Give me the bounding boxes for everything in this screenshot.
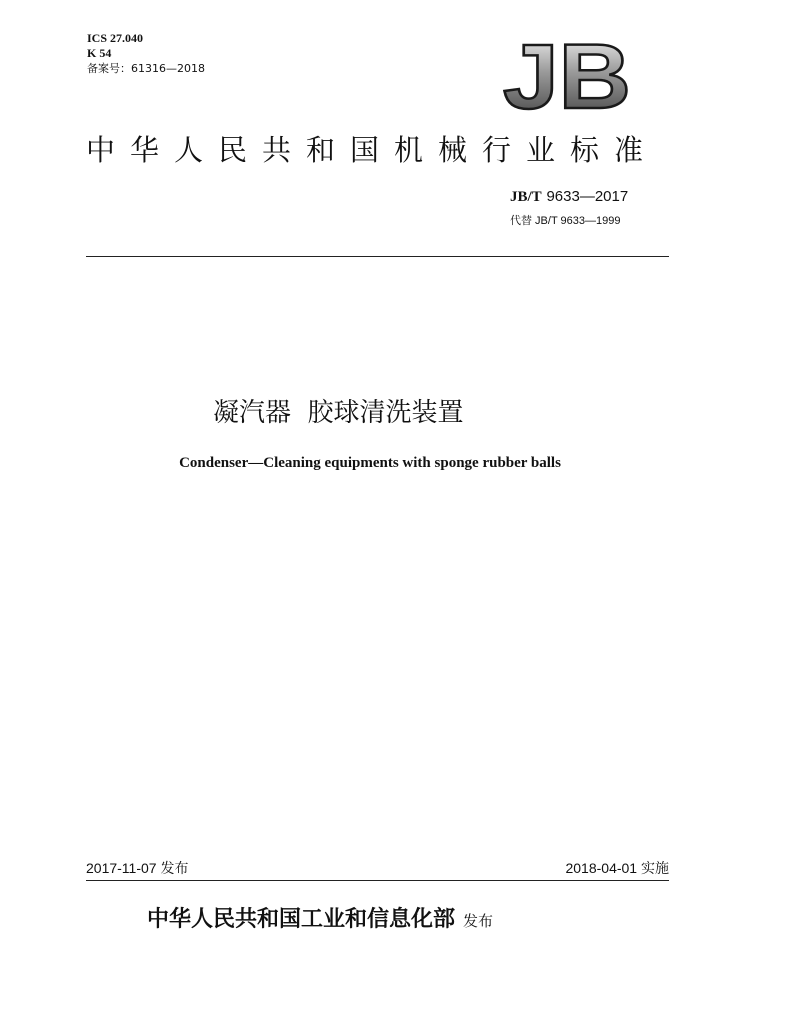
footer-divider	[86, 880, 669, 881]
implement-date: 2018-04-01 实施	[565, 860, 669, 876]
ccs-code: K 54	[87, 46, 112, 60]
document-metadata	[87, 31, 205, 76]
title-english: Condenser—Cleaning equipments with sponge rubber balls	[179, 455, 561, 471]
standard-number-value: 9633—2017	[546, 188, 629, 205]
jb-logo	[500, 36, 634, 116]
standard-category-heading: 中华人民共和国机械行业标准	[86, 133, 659, 167]
standard-number	[510, 187, 628, 206]
jb-logo-text: JB	[503, 36, 631, 116]
issuer-suffix: 发布	[463, 912, 494, 930]
header-divider	[86, 256, 669, 257]
issuing-authority	[147, 902, 493, 933]
issuer-name: 中华人民共和国工业和信息化部	[147, 907, 456, 932]
ics-code: ICS 27.040	[87, 31, 144, 45]
replaces-standard: 代替 JB/T 9633—1999	[510, 215, 621, 227]
publish-date: 2017-11-07 发布	[86, 860, 189, 876]
filing-number: 备案号：61316—2018	[87, 62, 205, 75]
standard-code: JB/T	[510, 189, 542, 205]
title-chinese: 凝汽器 胶球清洗装置	[213, 398, 464, 428]
